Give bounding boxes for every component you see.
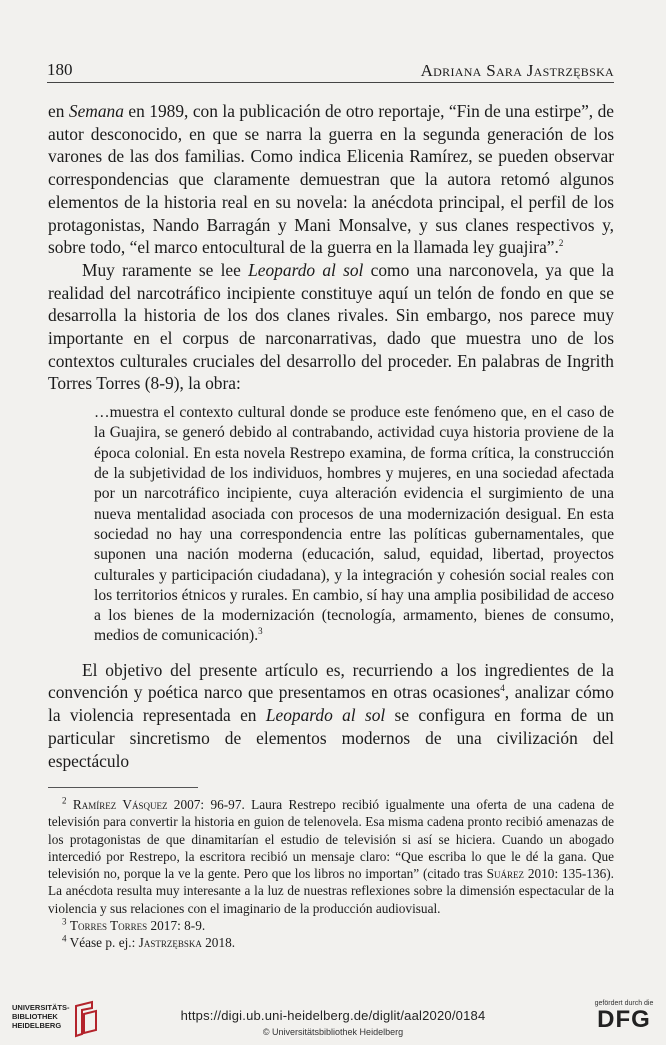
footnote-ref-4[interactable]: 4 [500,683,505,694]
footnote-ref-3[interactable]: 3 [258,626,263,637]
library-logo[interactable]: UNIVERSITÄTS- BIBLIOTHEK HEIDELBERG [12,1000,104,1040]
copyright-notice: © Universitätsbibliothek Heidelberg [262,1027,404,1037]
footnote-4: $^4$ Véase p. ej.: Jastrzębska 2018. [62,933,236,951]
paragraph-2: Muy raramente se lee Leopardo al sol como una narconovela, ya que la realidad del narcotráfico incipiente constituye aquí un telón de fondo en que se desarrolla la historia de los dos clanes rivales. Sin embargo, nos parece muy importante en el corpus de narconarrativas, dado que muestra uno de los contextos culturales cruciales del desarrollo del proceder. En palabras de Ingrith Torres Torres (8-9), la obra: [48,259,614,394]
block-quote: …muestra el contexto cultural donde se produce este fenómeno que, en el caso de la Guajira, se generó debido al contrabando, actividad cuya historia proviene de la época colonial. En esta novela Restrepo examina, de forma crítica, la construcción de la subjetividad de los individuos, hombres y mujeres, en una sociedad afectada por un narcotráfico incipiente, cuya alteración evidencia el surgimiento de una nueva mentalidad asociada con procesos de una modernización desigual. En esta sociedad no hay una correspondencia entre las políticas gubernamentales, que suponen una nación moderna (educación, salud, equidad, libertad, proyectos culturales y participación ciudadana), y la integración y cohesión social reales con los territorios étnicos y rurales. En cambio, sí hay una amplia posibilidad de acceso a los bienes de la modernización (tecnología, armamento, bienes de consumo, medios de comunicación).$^3$ [94,404,614,645]
digitization-footer [0,998,666,1045]
running-head-author: Adriana Sara Jastrzębska [420,61,614,80]
running-header [47,58,614,83]
footnote-ref-2[interactable]: 2 [558,238,564,249]
dfg-logo[interactable]: gefördert durch die DFG [594,1000,654,1033]
paragraph-1: en Semana en 1989, con la publicación de otro reportaje, “Fin de una estirpe”, de autor desconocido, en que se narra la guerra en la segunda generación de los varones de las dos familias. Como indica Elicenia Ramírez, se pueden observar correspondencias que claramente demuestran que la autora retomó algunos elementos de la historia real en su novela: la anécdota principal, el perfil de los protagonistas, Nando Barragán y Mani Monsalve, y sus clanes respectivos y, sobre todo, “el marco entocultural de la guerra en la llamada ley guajira”.$^2$ [48,101,614,258]
page-number: 180 [47,60,73,79]
permalink-url[interactable]: https://digi.ub.uni-heidelberg.de/diglit/aal2020/0184 [180,1008,486,1023]
footnotes [48,796,614,952]
paragraph-3: El objetivo del presente artículo es, recurriendo a los ingredientes de la convención y poética narco que presentamos en otras ocasiones$^4$, analizar cómo la violencia representada en Leopardo al sol se configura en forma de un particular sincretismo de elementos modernos de una civilización del espectáculo [48,659,614,771]
footnote-divider [48,787,198,788]
footnote-3: $^3$ Torres Torres 2017: 8-9. [62,916,206,934]
footnote-2: $^2$ Ramírez Vásquez 2007: 96-97. Laura Restrepo recibió igualmente una oferta de una cadena de televisión para convertir la historia en guion de telenovela. Esa misma cadena pronto recibió amenazas de los protagonistas de que dinamitarían el estudio de televisión si así se hiciera. Cuando un abogado intercedió por Restrepo, la escritora recibió un mensaje claro: “Que escriba lo que le dé la gana. Que televisión no, porque la ve la gente. Pero que los libros no importan” (citado tras Suárez 2010: 135-136). La anécdota resulta muy interesante a la luz de nuestras reflexiones sobre la dimensión espectacular de la violencia y sus relaciones con el imaginario de la producción audiovisual. [48,795,614,916]
main-text [48,100,614,772]
